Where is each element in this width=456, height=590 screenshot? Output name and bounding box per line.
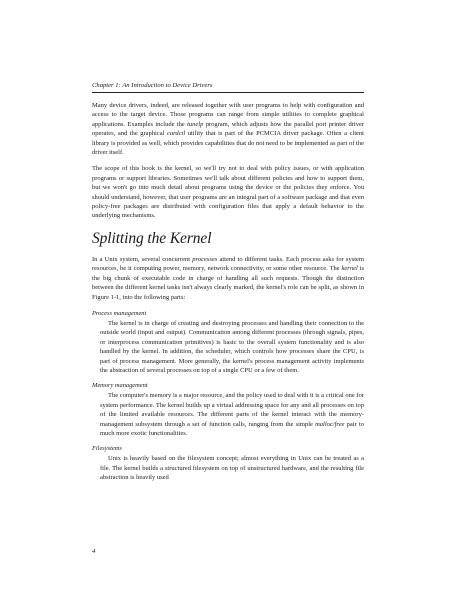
subsection-process-management bbox=[92, 309, 364, 375]
paragraph-scope: The scope of this book is the kernel, so we'll try not to deal with policy issues, or with application programs or support libraries. Sometimes we'll talk about different policies and how to support them, but we won't go into much detail about programs using the device or the policies they enforce. You should understand, however, that user programs are an integral part of a software package and that even policy-free packages are distributed with configuration files that apply a default behavior to the underlying mechanisms. bbox=[92, 165, 364, 220]
subsection-heading: Filesystems bbox=[92, 445, 122, 453]
paragraph-section-intro: In a Unix system, several concurrent processes attend to different tasks. Each process asks for system resources, be it computing power, memory, network connectivity, or some other resource. The kernel is the big chunk of executable code in charge of handling all such requests. Though the distinction between the different kernel tasks isn't always clearly marked, the kernel's role can be split, as shown in Figure 1-1, into the following parts: bbox=[92, 255, 364, 301]
section-title: Splitting the Kernel bbox=[92, 229, 212, 247]
subsection-filesystems bbox=[92, 444, 364, 482]
subsection-memory-management bbox=[92, 381, 364, 438]
subsection-heading: Process management bbox=[92, 309, 147, 317]
subsection-heading: Memory management bbox=[92, 382, 148, 390]
running-header: Chapter 1: An Introduction to Device Drivers bbox=[92, 82, 213, 89]
subsection-body: The computer's memory is a major resource, and the policy used to deal with it is a critical one for system performance. The kernel builds up a virtual addressing space for any and all processes on top of the limited available resources. The different parts of the kernel interact with the memory-management subsystem through a set of function calls, ranging from the simple malloc/free pair to much more exotic functionalities. bbox=[100, 392, 364, 437]
header-rule bbox=[92, 92, 364, 93]
term-kernel: kernel bbox=[341, 265, 358, 273]
term-processes: processes bbox=[192, 255, 218, 263]
term-tunelp: tunelp bbox=[187, 120, 204, 128]
paragraph-user-programs: Many device drivers, indeed, are released together with user programs to help with configuration and access to the target device. Those programs can range from simple utilities to complete graphical applications. Examples include the tunelp program, which adjusts how the parallel port printer driver operates, and the graphical cardctl utility that is part of the PCMCIA driver package. Often a client library is provided as well, which provides capabilities that do not need to be implemented as part of the driver itself. bbox=[92, 102, 364, 157]
page-number: 4 bbox=[92, 548, 96, 555]
term-malloc-free: malloc/free bbox=[315, 420, 345, 428]
page-content bbox=[92, 101, 364, 489]
subsection-body: The kernel is in charge of creating and destroying processes and handling their connection to the outside world (input and output). Communication among different processes (through signals, pipes, or interprocess communication primitives) is basic to the overall system functionality and is also handled by the kernel. In addition, the scheduler, which controls how processes share the CPU, is part of process management. More generally, the kernel's process management activity implements the abstraction of several processes on top of a single CPU or a few of them. bbox=[100, 319, 364, 374]
term-cardctl: cardctl bbox=[167, 130, 186, 138]
subsection-body: Unix is heavily based on the filesystem concept; almost everything in Unix can be treated as a file. The kernel builds a structured filesystem on top of unstructured hardware, and the resulting file abstraction is heavily used bbox=[100, 455, 364, 482]
